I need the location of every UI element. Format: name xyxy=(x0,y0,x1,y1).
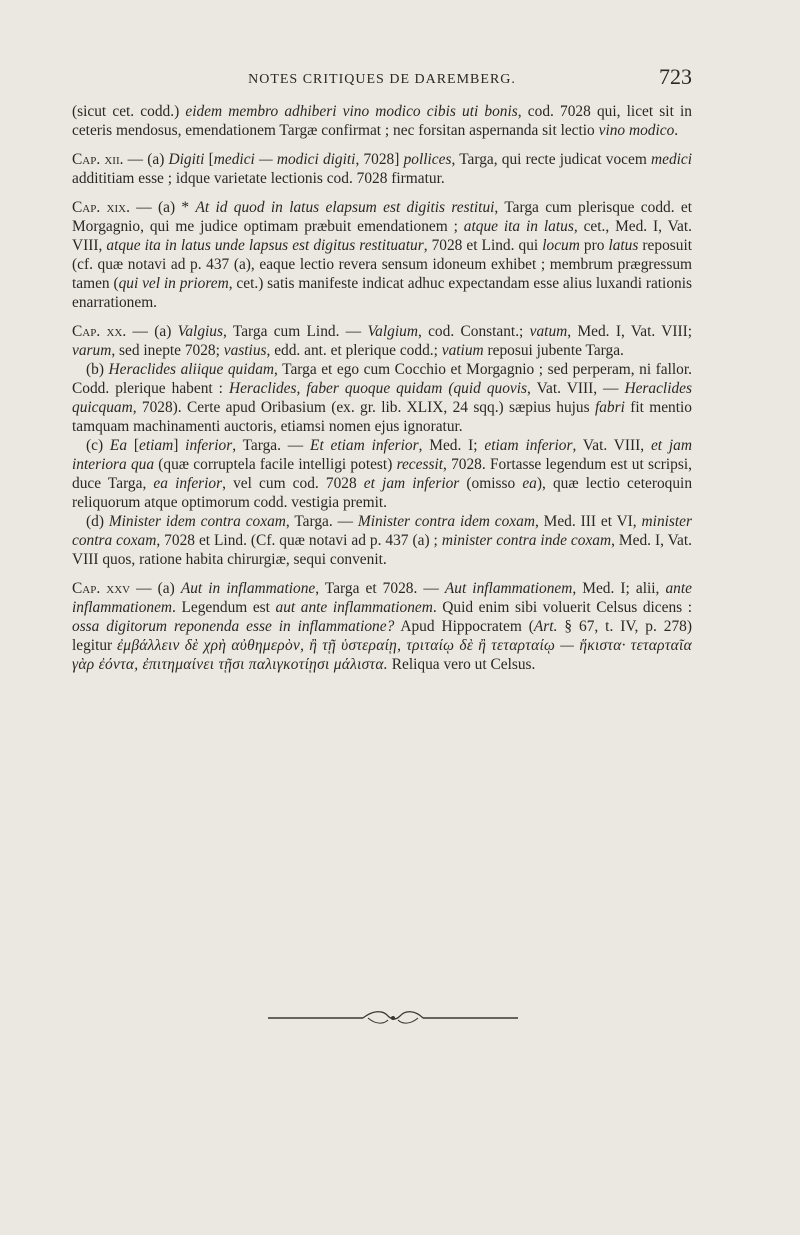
text-segment: atque ita in latus unde lapsus est digitus restituatur xyxy=(106,237,424,254)
text-segment: vatum xyxy=(529,323,568,340)
text-segment: , Targa cum plerisque codd. et Morgagnio, qui me judice optimam præbuit emendationem ; xyxy=(72,199,693,235)
paragraph-cap-xx-b xyxy=(72,360,692,436)
text-segment: Art. xyxy=(533,618,558,635)
text-segment: (quæ corruptela facile intelligi potest) xyxy=(154,456,397,473)
text-segment: (d) xyxy=(86,513,109,530)
text-segment: . xyxy=(674,122,679,139)
tailpiece-ornament xyxy=(268,1008,518,1028)
text-segment: Minister idem contra coxam xyxy=(108,513,286,530)
text-segment: Heraclides quicquam xyxy=(72,380,692,416)
text-segment: . Quid enim sibi voluerit Celsus dicens : xyxy=(432,599,692,616)
text-segment: — (a) xyxy=(130,580,181,597)
text-segment: At id quod in latus elapsum est digitis restitui xyxy=(195,199,495,216)
text-segment: medici xyxy=(651,151,693,168)
text-segment: ante inflammationem xyxy=(72,580,692,616)
text-segment: , 7028 et Lind. (Cf. quæ notavi ad p. 437 (a) ; xyxy=(156,532,442,549)
text-segment: , 7028). Certe apud Oribasium (ex. gr. lib. XLIX, 24 sqq.) sæpius hujus xyxy=(132,399,595,416)
text-segment: Cap. xii. xyxy=(72,151,124,168)
text-segment: Minister contra idem coxam xyxy=(357,513,535,530)
text-segment: , 7028 et Lind. qui xyxy=(423,237,543,254)
text-segment: , Vat. VIII, — xyxy=(527,380,625,397)
text-segment: fit mentio tamquam machinamenti auctoris, etiamsi nomen ejus ignoratur. xyxy=(72,399,692,435)
text-segment: , cod. 7028 qui, licet sit in ceteris mendosus, emendationem Targæ confirmat ; nec forsitan aspernanda sit lectio xyxy=(72,103,692,139)
text-segment: , sed inepte 7028; xyxy=(111,342,224,359)
text-segment: etiam inferior xyxy=(484,437,573,454)
text-segment: addititiam esse ; idque varietate lectionis cod. 7028 firmatur. xyxy=(72,170,445,187)
paragraph-cap-xii xyxy=(72,150,692,188)
text-segment: , 7028. Fortasse legendum est ut scripsi, duce Targa, xyxy=(72,456,692,492)
paragraph-cap-xx-a xyxy=(72,322,692,360)
text-segment: , edd. ant. et plerique codd.; xyxy=(266,342,442,359)
text-segment: , Med. III et VI, xyxy=(534,513,642,530)
text-segment: , vel cum cod. 7028 xyxy=(222,475,364,492)
text-segment: vatium xyxy=(441,342,484,359)
text-segment: reposuit (cf. quæ notavi ad p. 437 (a), eaque lectio revera sensum idoneum exhibet ; membrum prægressum tamen ( xyxy=(72,237,692,292)
page-header xyxy=(72,64,692,94)
text-segment: Heraclides, faber quoque quidam (quid quovis xyxy=(228,380,528,397)
text-segment: , Targa et 7028. — xyxy=(315,580,445,597)
text-segment: , Med. I, Vat. VIII; xyxy=(567,323,692,340)
text-segment: , cet.) satis manifeste indicat adhuc expectandam esse alius luxandi rationis enarrationem. xyxy=(72,275,692,311)
text-segment: — (a) xyxy=(123,151,169,168)
text-segment: Valgius xyxy=(177,323,223,340)
text-segment: Digiti xyxy=(168,151,205,168)
text-segment: , 7028] xyxy=(355,151,404,168)
text-segment: , Targa. — xyxy=(232,437,311,454)
text-segment: , cet., Med. I, Vat. VIII, xyxy=(72,218,692,254)
text-segment: et jam inferior xyxy=(363,475,460,492)
text-segment: ἐμβάλλειν δὲ χρὴ αὐθημερὸν, ἢ τῇ ὑστεραίῃ, τριταίῳ δὲ ἢ τεταρταίῳ — ἥκιστα· τεταρταῖα γὰρ ἐόντα, ἐπιτημαίνει τῇσι παλιγκοτίῃσι μάλιστα. xyxy=(72,637,692,673)
running-head: NOTES CRITIQUES DE DAREMBERG. xyxy=(248,72,516,87)
text-segment: , Vat. VIII, xyxy=(572,437,651,454)
text-segment: (c) xyxy=(86,437,110,454)
text-segment: , Targa. — xyxy=(285,513,358,530)
text-segment: , cod. Constant.; xyxy=(417,323,530,340)
text-segment: recessit xyxy=(396,456,444,473)
text-segment: pro xyxy=(579,237,609,254)
text-segment: Et etiam inferior xyxy=(310,437,419,454)
text-segment: eidem membro adhiberi vino modico cibis uti bonis xyxy=(185,103,518,120)
text-segment: Aut inflammationem xyxy=(444,580,573,597)
text-segment: Reliqua vero ut Celsus. xyxy=(387,656,536,673)
text-segment: reposui jubente Targa. xyxy=(483,342,624,359)
text-segment: qui vel in priorem xyxy=(118,275,229,292)
body-text xyxy=(72,102,692,684)
text-segment: vino modico xyxy=(598,122,675,139)
text-segment: ossa digitorum reponenda esse in inflammatione? xyxy=(72,618,395,635)
text-segment: medici — modici digiti xyxy=(213,151,356,168)
text-segment: inferior xyxy=(185,437,233,454)
text-segment: Heraclides aliique quidam xyxy=(108,361,275,378)
text-segment: ] xyxy=(173,437,186,454)
text-segment: varum xyxy=(72,342,112,359)
text-segment: (sicut cet. codd.) xyxy=(72,103,186,120)
text-segment: [ xyxy=(204,151,214,168)
text-segment: , Med. I, Vat. VIII quos, ratione habita chirurgiæ, sequi convenit. xyxy=(72,532,693,568)
paragraph-cap-xxv xyxy=(72,579,692,674)
text-segment: , Targa, qui recte judicat vocem xyxy=(451,151,651,168)
text-segment: (b) xyxy=(86,361,109,378)
text-segment: [ xyxy=(127,437,139,454)
text-segment: , Targa cum Lind. — xyxy=(222,323,368,340)
paragraph-intro xyxy=(72,102,692,140)
text-segment: ea inferior xyxy=(153,475,223,492)
paragraph-cap-xx-c xyxy=(72,436,692,512)
text-segment: Ea xyxy=(109,437,128,454)
text-segment: minister contra inde coxam xyxy=(441,532,612,549)
text-segment: locum xyxy=(542,237,580,254)
paragraph-cap-xx-d xyxy=(72,512,692,569)
text-segment: — (a) xyxy=(126,323,178,340)
text-segment: Cap. xxv xyxy=(72,580,131,597)
text-segment: aut ante inflammationem xyxy=(275,599,433,616)
text-segment: etiam xyxy=(139,437,174,454)
text-segment: , Targa et ego cum Cocchio et Morgagnio ; sed perperam, ni fallor. Codd. plerique habent : xyxy=(72,361,692,397)
text-segment: (omisso xyxy=(459,475,523,492)
text-segment: atque ita in latus xyxy=(463,218,574,235)
text-segment: . Legendum est xyxy=(172,599,276,616)
text-segment: Cap. xix. xyxy=(72,199,130,216)
text-segment: et jam interiora qua xyxy=(72,437,692,473)
text-segment: , Med. I; alii, xyxy=(572,580,666,597)
text-segment: minister contra coxam xyxy=(72,513,692,549)
text-segment: Aut in inflammatione xyxy=(180,580,316,597)
text-segment: Apud Hippocratem ( xyxy=(394,618,534,635)
text-segment: pollices xyxy=(403,151,452,168)
text-segment: ea xyxy=(522,475,537,492)
page-number: 723 xyxy=(659,64,692,89)
text-segment: Cap. xx. xyxy=(72,323,127,340)
text-segment: Valgium xyxy=(367,323,418,340)
text-segment: vastius xyxy=(223,342,267,359)
text-segment: latus xyxy=(608,237,639,254)
text-segment: , Med. I; xyxy=(418,437,485,454)
text-segment: — (a) * xyxy=(129,199,196,216)
text-segment: § 67, t. IV, p. 278) legitur xyxy=(72,618,692,654)
paragraph-cap-xix xyxy=(72,198,692,312)
text-segment: fabri xyxy=(594,399,625,416)
text-segment: ), quæ lectio ceteroquin reliquorum atque optimorum codd. vestigia premit. xyxy=(72,475,693,511)
